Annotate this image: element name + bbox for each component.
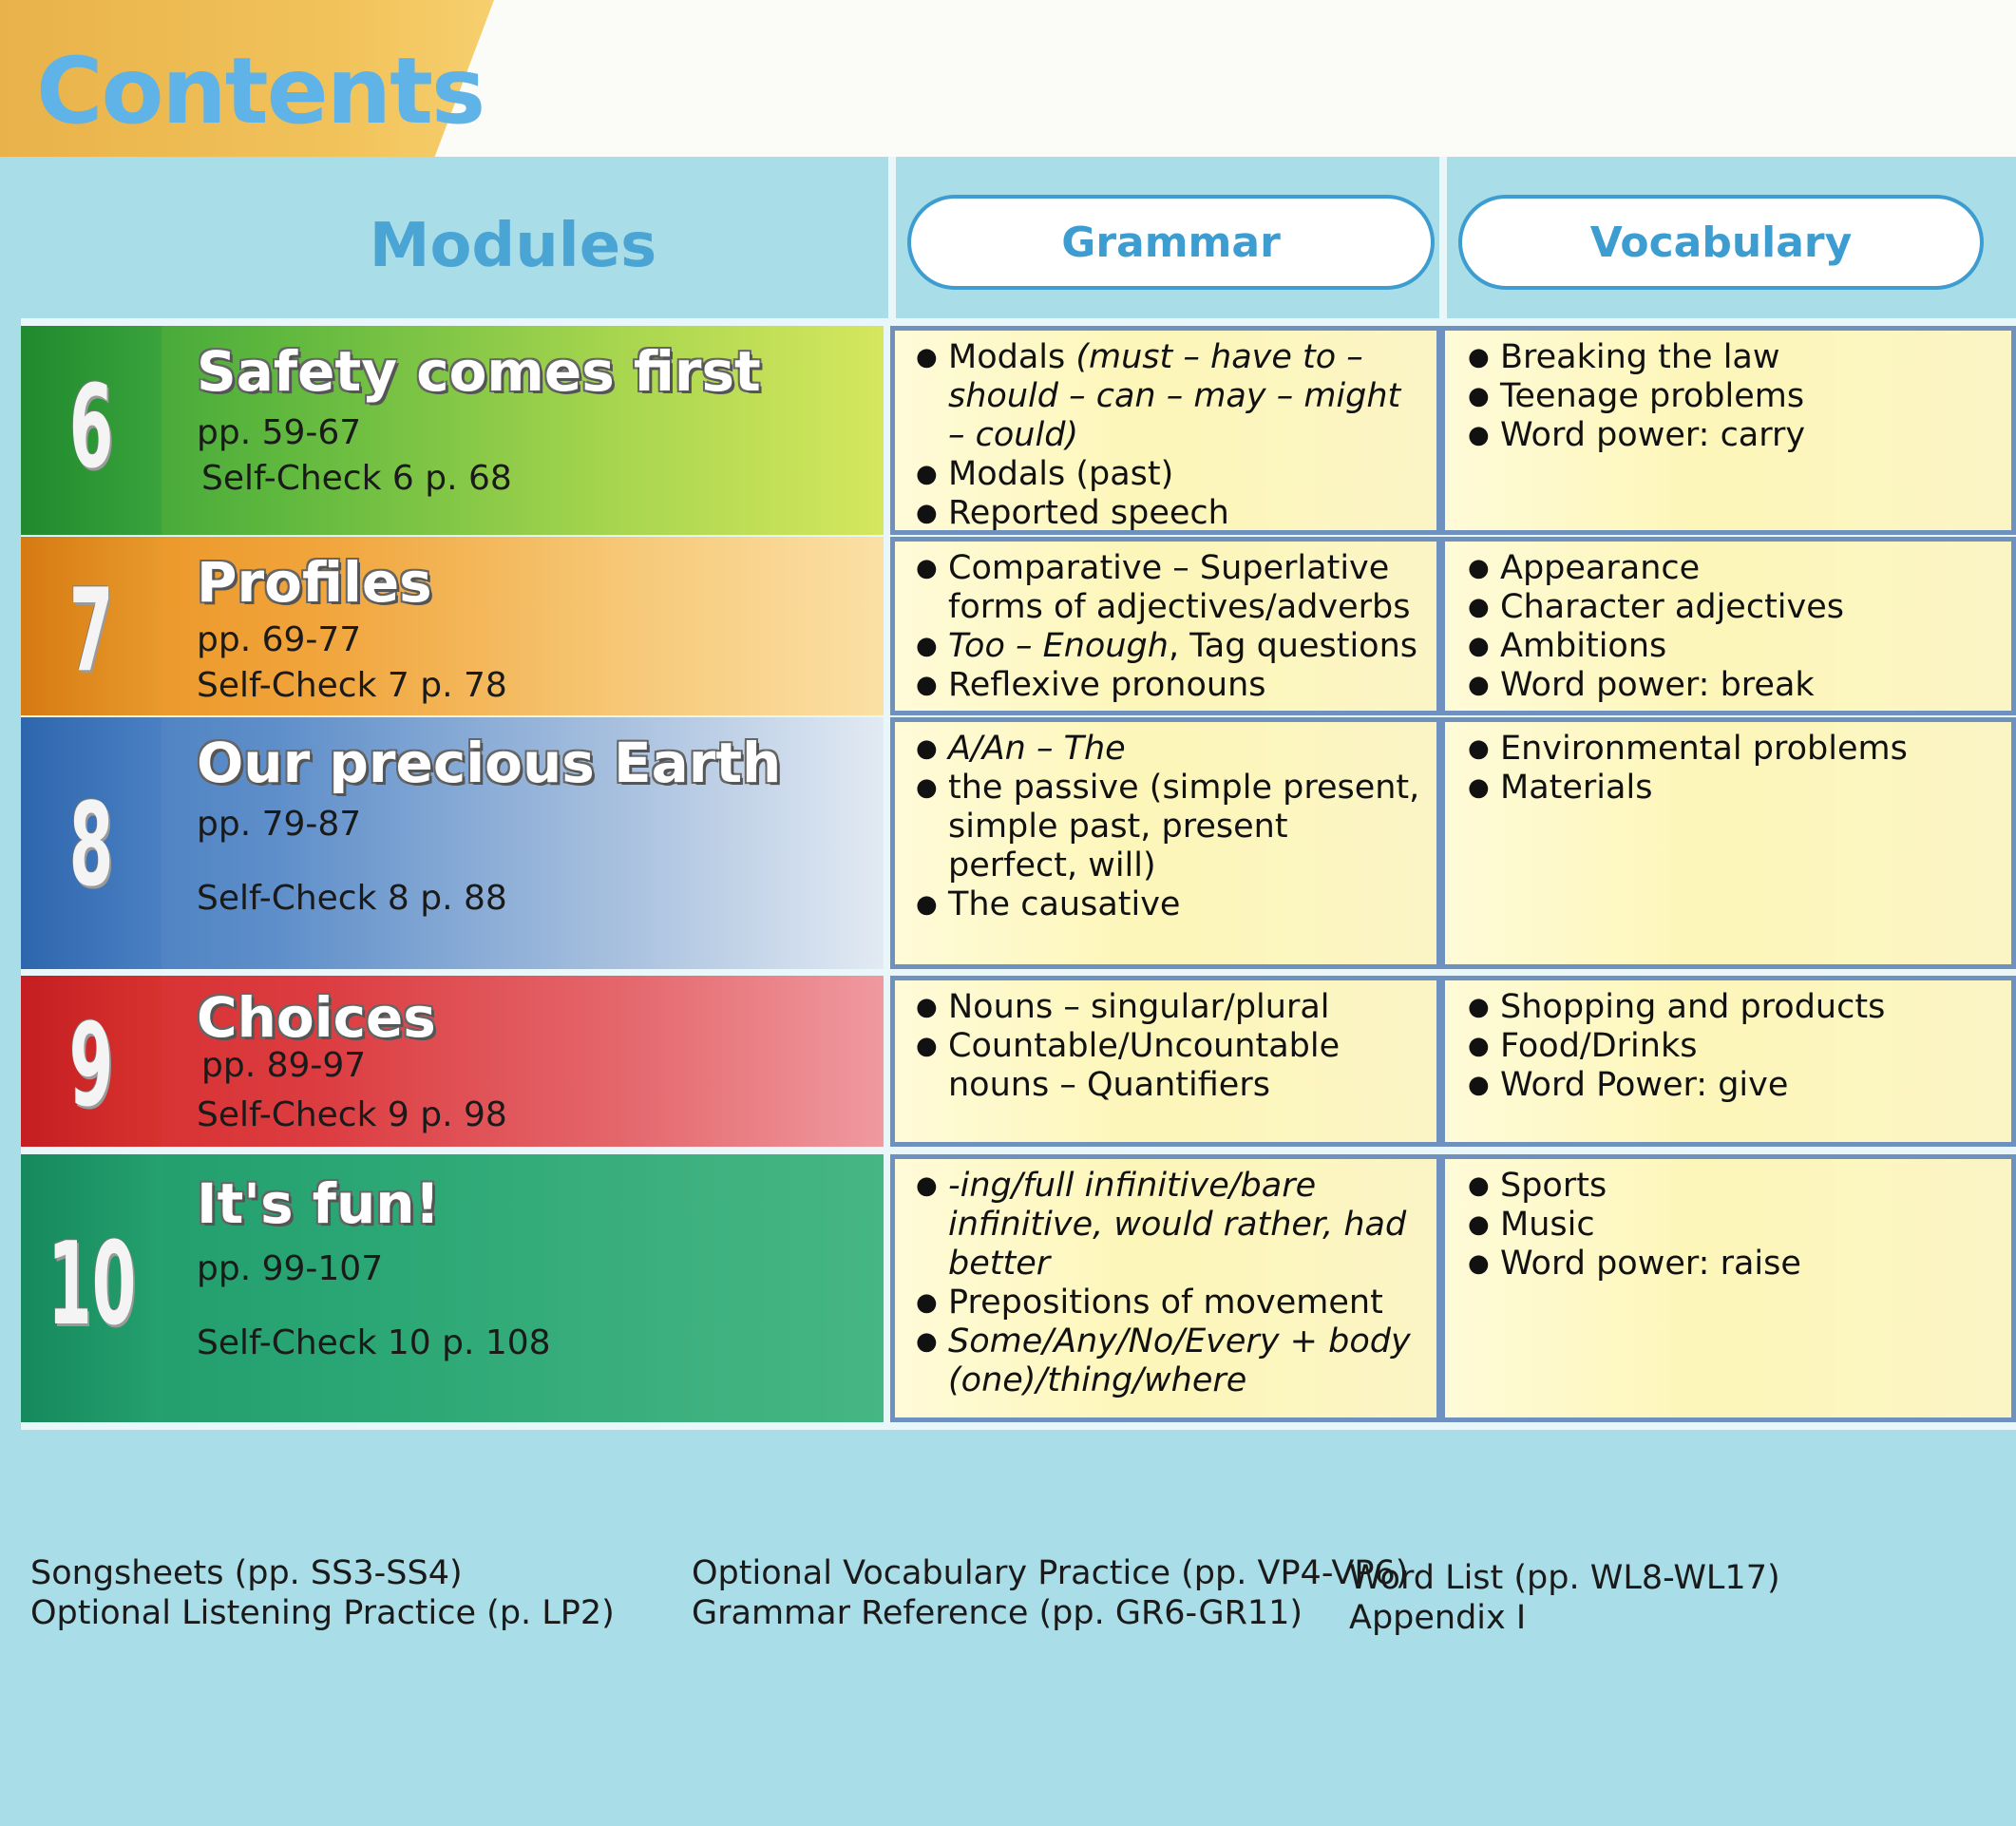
footer (0, 1439, 2016, 1826)
grammar-cell (890, 537, 1441, 715)
vocabulary-item: ● Character adjectives (1464, 588, 2002, 627)
module-cell (21, 717, 884, 969)
grammar-text: , Tag questions (1168, 627, 1418, 665)
vocabulary-item: ● Word Power: give (1464, 1066, 2002, 1105)
vocabulary-item: ● Music (1464, 1206, 2002, 1245)
footer-link: Optional Listening Practice (p. LP2) (30, 1594, 615, 1632)
module-row-7 (21, 537, 2016, 715)
grammar-item (912, 1167, 1427, 1284)
module-pages: pp. 79-87 (197, 805, 362, 844)
vocabulary-item: ● Materials (1464, 769, 2002, 808)
grammar-item (912, 627, 1427, 666)
vocabulary-item: ● Appearance (1464, 549, 2002, 588)
footer-link: Optional Vocabulary Practice (pp. VP4-VP6) (692, 1554, 1409, 1592)
module-self-check: Self-Check 10 p. 108 (197, 1323, 551, 1362)
grammar-cell (890, 976, 1441, 1147)
grammar-cell (890, 1154, 1441, 1422)
vocabulary-item: ● Sports (1464, 1167, 2002, 1206)
module-number: 8 (68, 780, 114, 912)
vocabulary-cell (1441, 326, 2016, 535)
module-row-10 (21, 1154, 2016, 1422)
module-cell (21, 537, 884, 715)
module-pages: pp. 89-97 (201, 1046, 367, 1085)
module-pages: pp. 99-107 (197, 1249, 384, 1288)
module-number: 7 (68, 565, 114, 697)
vocabulary-item: ● Shopping and products (1464, 988, 2002, 1027)
module-title: Profiles (197, 550, 432, 615)
module-cell (21, 976, 884, 1147)
module-number: 6 (68, 362, 114, 494)
footer-link: Songsheets (pp. SS3-SS4) (30, 1554, 463, 1592)
module-pages: pp. 59-67 (197, 413, 362, 452)
vocabulary-item: ● Word power: break (1464, 666, 2002, 705)
module-cell (21, 1154, 884, 1422)
grammar-text: the passive (simple present, simple past, present perfect, will) (948, 769, 1420, 884)
grammar-item (912, 455, 1427, 494)
grammar-cell (890, 326, 1441, 535)
grammar-item (912, 1322, 1427, 1400)
grammar-text: Reflexive pronouns (948, 666, 1266, 704)
vocabulary-item: ● Ambitions (1464, 627, 2002, 666)
grammar-item (912, 1027, 1427, 1105)
module-title: Choices (197, 985, 436, 1050)
grammar-text: Modals (past) (948, 455, 1174, 493)
vocabulary-item: ● Word power: carry (1464, 416, 2002, 455)
grammar-item (912, 549, 1427, 627)
module-number: 10 (48, 1219, 137, 1351)
grammar-item (912, 494, 1427, 533)
grammar-text: Modals (948, 338, 1076, 376)
grammar-cell (890, 717, 1441, 969)
grammar-italic: -ing/full infinitive/bare infinitive, would rather, had better (948, 1167, 1407, 1283)
vocabulary-cell (1441, 1154, 2016, 1422)
vocabulary-cell (1441, 537, 2016, 715)
grammar-italic: A/An – The (948, 730, 1126, 768)
module-row-9 (21, 976, 2016, 1147)
grammar-text: Prepositions of movement (948, 1284, 1383, 1322)
module-self-check: Self-Check 9 p. 98 (197, 1095, 507, 1134)
module-title: Our precious Earth (197, 731, 782, 795)
module-row-8 (21, 717, 2016, 969)
grammar-item (912, 769, 1427, 885)
grammar-item (912, 338, 1427, 455)
grammar-item (912, 1284, 1427, 1322)
module-self-check: Self-Check 7 p. 78 (197, 666, 507, 705)
vocabulary-item: ● Word power: raise (1464, 1245, 2002, 1284)
grammar-italic: Too – Enough (948, 627, 1169, 665)
contents-table (21, 318, 2016, 1430)
vocabulary-item: ● Environmental problems (1464, 730, 2002, 769)
module-self-check: Self-Check 6 p. 68 (201, 459, 512, 498)
module-number: 9 (68, 1000, 114, 1132)
grammar-text: The causative (948, 885, 1181, 923)
module-row-6 (21, 326, 2016, 535)
footer-column (1349, 1558, 1780, 1638)
grammar-text: Countable/Uncountable nouns – Quantifiers (948, 1027, 1341, 1104)
grammar-italic: Some/Any/No/Every + body (one)/thing/where (948, 1322, 1411, 1399)
grammar-item (912, 730, 1427, 769)
modules-column-header: Modules (369, 211, 657, 281)
module-title: Safety comes first (197, 339, 761, 404)
vocabulary-column-header: Vocabulary (1458, 195, 1984, 290)
module-self-check: Self-Check 8 p. 88 (197, 879, 507, 918)
vocabulary-item: ● Teenage problems (1464, 377, 2002, 416)
grammar-item (912, 885, 1427, 924)
column-separator (1439, 157, 1447, 318)
grammar-text: Comparative – Superlative forms of adjectives/adverbs (948, 549, 1411, 626)
module-pages: pp. 69-77 (197, 620, 362, 659)
grammar-item (912, 988, 1427, 1027)
vocabulary-item: ● Food/Drinks (1464, 1027, 2002, 1066)
grammar-text: Nouns – singular/plural (948, 988, 1330, 1026)
grammar-text: Reported speech (948, 494, 1229, 532)
grammar-italic: (must – have to – should – can – may – might – could) (948, 338, 1401, 454)
vocabulary-item: ● Breaking the law (1464, 338, 2002, 377)
vocabulary-cell (1441, 976, 2016, 1147)
grammar-column-header: Grammar (907, 195, 1435, 290)
footer-link: Word List (pp. WL8-WL17) (1349, 1559, 1780, 1597)
vocabulary-cell (1441, 717, 2016, 969)
column-separator (888, 157, 896, 318)
footer-link: Appendix I (1349, 1599, 1527, 1637)
page-title: Contents (36, 38, 485, 144)
footer-link: Grammar Reference (pp. GR6-GR11) (692, 1594, 1303, 1632)
grammar-item (912, 666, 1427, 705)
footer-column (30, 1553, 615, 1633)
module-title: It's fun! (197, 1171, 441, 1236)
module-cell (21, 326, 884, 535)
footer-column (692, 1553, 1408, 1633)
